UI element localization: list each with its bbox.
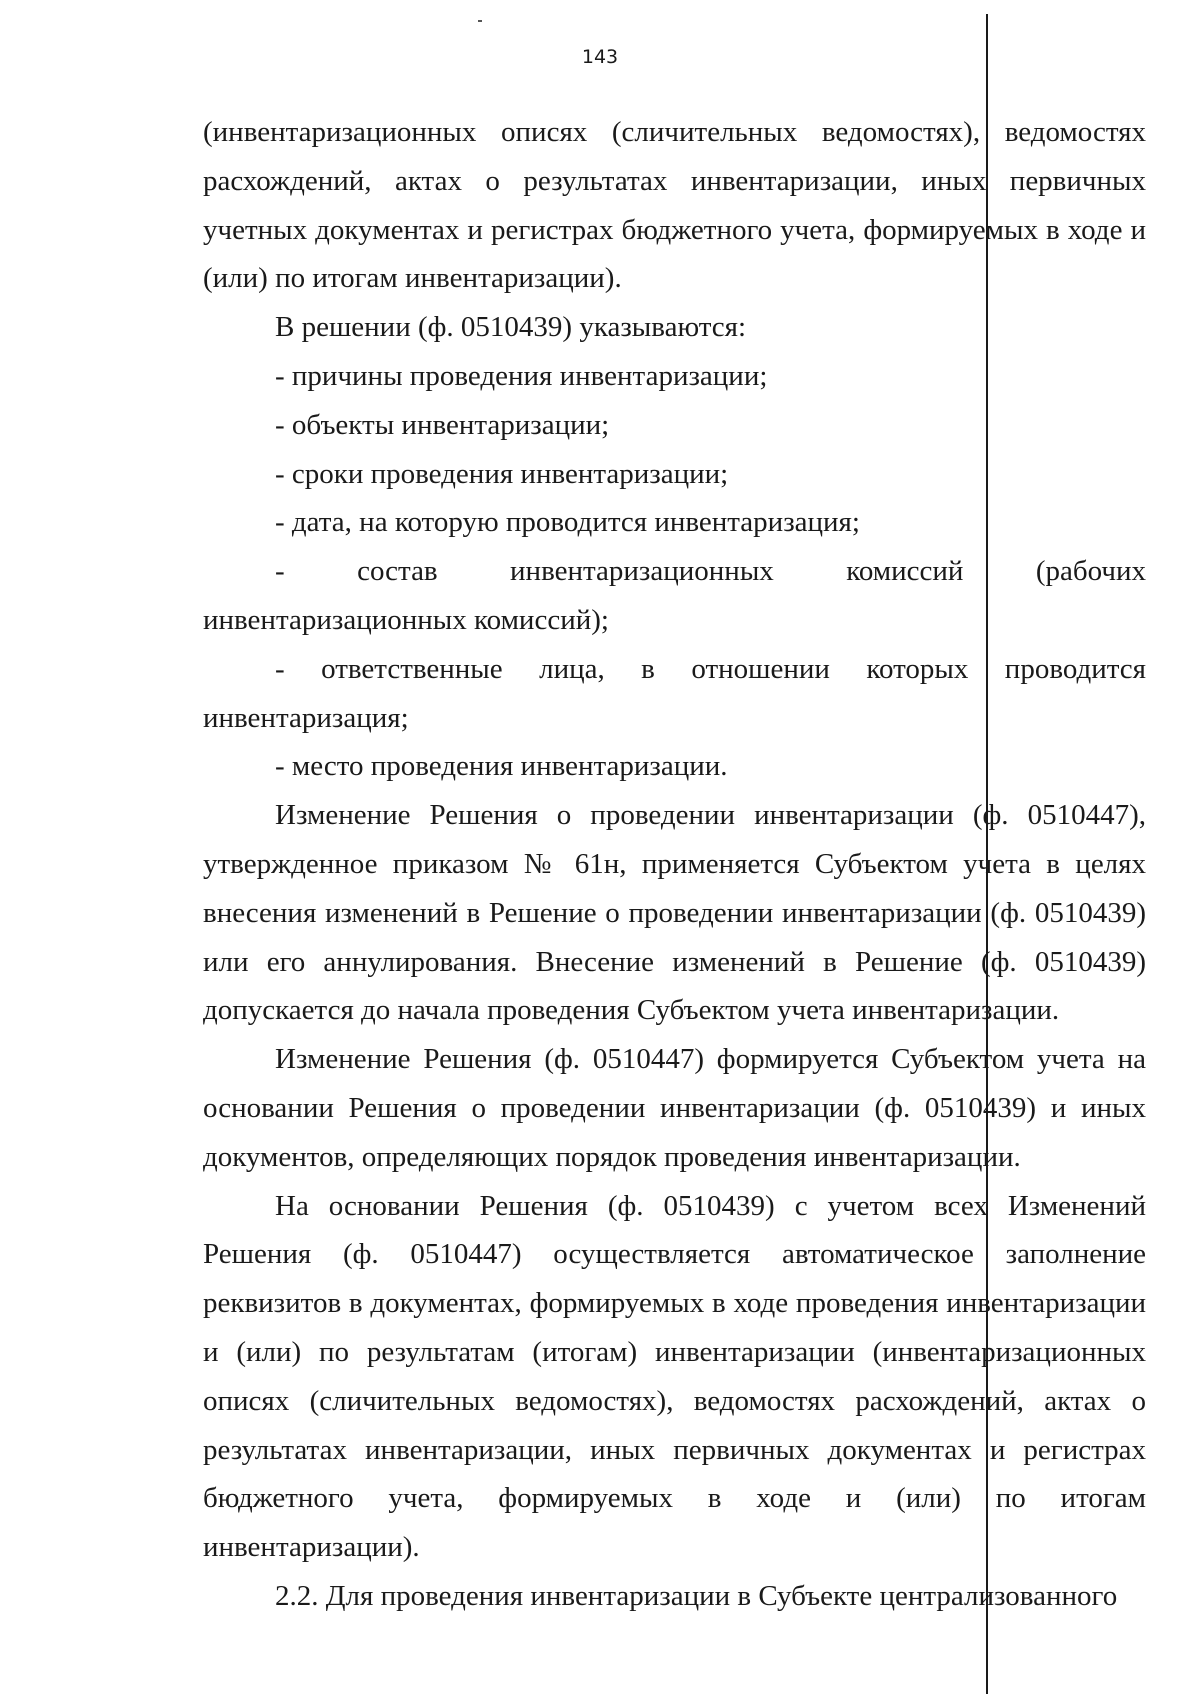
paragraph: (инвентаризационных описях (сличительных ведомостях), ведомостях расхождений, актах о результатах инвентаризации, иных первичных учетных документах и регистрах бюджетного учета, формируемых в ходе и (или) по итогам инвентаризации). [203,116,1146,295]
paragraph: На основании Решения (ф. 0510439) с учетом всех Изменений Решения (ф. 0510447) осуществляется автоматическое заполнение реквизитов в документах, формируемых в ходе проведения инвентаризации и (или) по результатам (итогам) инвентаризации (инвентаризационных описях (сличительных ведомостях), ведомостях расхождений, актах о результатах инвентаризации, иных первичных документах и регистрах бюджетного учета, формируемых в ходе и (или) по итогам инвентаризации). [203,1189,1146,1564]
paragraph: В решении (ф. 0510439) указываются: [275,311,747,344]
list-item: - место проведения инвентаризации. [275,750,728,783]
paragraph: Изменение Решения (ф. 0510447) формируется Субъектом учета на основании Решения о проведении инвентаризации (ф. 0510439) и иных документов, определяющих порядок проведения инвентаризации. [203,1043,1146,1173]
paragraph: Изменение Решения о проведении инвентаризации (ф. 0510447), утвержденное приказом № 61н, применяется Субъектом учета в целях внесения изменений в Решение о проведении инвентаризации (ф. 0510439) или его аннулирования. Внесение изменений в Решение (ф. 0510439) допускается до начала проведения Субъектом учета инвентаризации. [203,799,1146,1027]
list-item: - причины проведения инвентаризации; [275,359,768,392]
scan-speck [478,20,482,22]
list-item: - объекты инвентаризации; [275,408,610,441]
page-number: 143 [581,46,619,68]
list-item: - сроки проведения инвентаризации; [275,457,729,490]
list-item: - ответственные лица, в отношении которых проводится инвентаризация; [203,652,1146,734]
list-item: - состав инвентаризационных комиссий (рабочих инвентаризационных комиссий); [203,555,1146,636]
body-text [203,108,1146,1621]
section-heading-paragraph: 2.2. Для проведения инвентаризации в Субъекте централизованного [275,1579,1118,1612]
list-item: - дата, на которую проводится инвентаризация; [275,506,860,539]
